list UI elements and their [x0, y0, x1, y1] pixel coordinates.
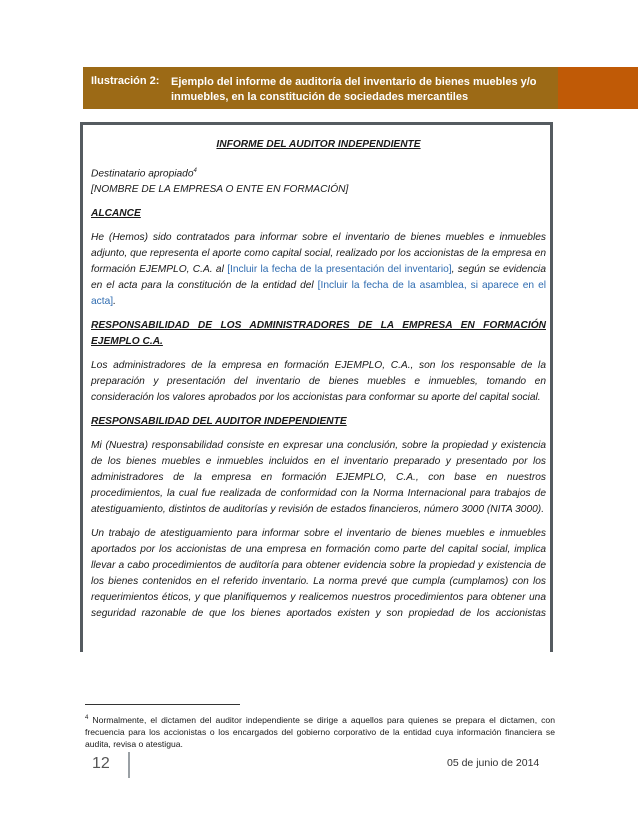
- page-number: 12: [92, 755, 110, 772]
- illustration-title: Ejemplo del informe de auditoría del inventario de bienes muebles y/o inmuebles, en la constitución de sociedades mercantiles: [171, 76, 537, 103]
- footnote: [85, 712, 555, 750]
- section-atestiguamiento-text: Un trabajo de atestiguamiento para informar sobre el inventario de bienes muebles e inmuebles aportados por los accionistas de una empresa en formación como parte del capital social, implica llevar a cabo procedimientos de auditoría para obtener evidencia sobre la propiedad y existencia de los bienes contenidos en el referido inventario. La norma prevé que cumpla (cumplamos) con los requerimientos éticos, y que planifiquemos y realicemos nuestros procedimientos para obtener una seguridad razonable de que los bienes aportados existen y son propiedad de los accionistas: [91, 528, 546, 620]
- report-heading: INFORME DEL AUDITOR INDEPENDIENTE: [216, 139, 421, 150]
- footnote-number: 4: [85, 715, 89, 721]
- alcance-text-1: He (Hemos) sido contratados para informar sobre el inventario de bienes muebles e inmuebles adjunto, que representa el aporte como capital social, realizado por los accionistas de la empresa en formación EJEMPLO, C.A. al: [91, 232, 546, 276]
- company-placeholder: [NOMBRE DE LA EMPRESA O ENTE EN FORMACIÓN]: [91, 184, 349, 196]
- section-resp-auditor-title: RESPONSABILIDAD DEL AUDITOR INDEPENDIENTE: [91, 416, 347, 428]
- alcance-text-3: .: [113, 296, 116, 308]
- illustration-label: Ilustración 2:: [91, 75, 160, 87]
- page-number-divider: [128, 752, 130, 778]
- footer-date: 05 de junio de 2014: [447, 757, 540, 769]
- placeholder-assembly-date: [Incluir la fecha de la asamblea, si aparece en el acta]: [91, 280, 547, 308]
- footnote-text: Normalmente, el dictamen del auditor independiente se dirige a aquellos para quienes se prepara el dictamen, con frecuencia para los accionistas o los encargados del gobierno corporativo de la entidad cuya información financiera se audita, revisa o atestigua.: [85, 714, 555, 749]
- report-body: [91, 137, 546, 630]
- banner-tab: [558, 67, 638, 109]
- placeholder-inventory-date: [Incluir la fecha de la presentación del inventario]: [227, 264, 452, 276]
- recipient-footnote-ref: 4: [193, 168, 197, 174]
- alcance-text-2: , según se evidencia en el acta para la constitución de la entidad del: [91, 264, 546, 292]
- illustration-banner: [83, 67, 558, 109]
- report-frame: [80, 122, 553, 652]
- section-alcance-title: ALCANCE: [91, 208, 141, 220]
- footnote-divider: [85, 704, 240, 705]
- recipient-line: [91, 163, 546, 182]
- section-alcance-text: [91, 230, 546, 310]
- section-resp-auditor-text: Mi (Nuestra) responsabilidad consiste en expresar una conclusión, sobre la propiedad y existencia de los bienes muebles e inmuebles incluidos en el inventario preparado y presentado por los administradores de la empresa en formación EJEMPLO, C.A., con base en nuestros procedimientos, la cual fue realizada de conformidad con la Norma Internacional para trabajos de atestiguamiento, distintos de auditorías y revisión de estados financieros, número 3000 (NITA 3000).: [91, 440, 546, 516]
- section-resp-admin-title: RESPONSABILIDAD DE LOS ADMINISTRADORES DE LA EMPRESA EN FORMACIÓN EJEMPLO C.A.: [91, 320, 546, 348]
- recipient: Destinatario apropiado: [91, 168, 194, 180]
- section-resp-admin-text: Los administradores de la empresa en formación EJEMPLO, C.A., son los responsable de la preparación y presentación del inventario de bienes muebles e inmuebles, tomando en consideración los valores aprobados por los accionistas para conformar su aporte del capital social.: [91, 360, 546, 404]
